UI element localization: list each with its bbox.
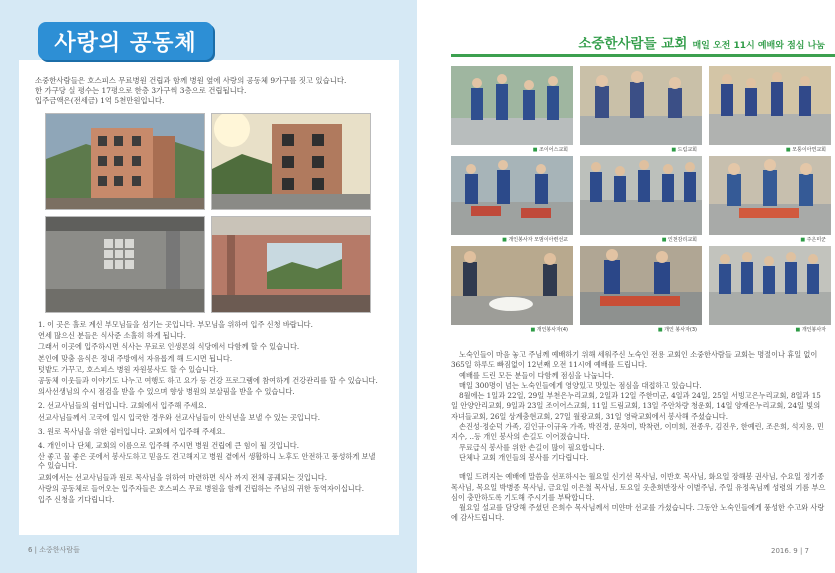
volunteer-photo <box>709 156 831 243</box>
item-text: 산 좋고 물 좋은 곳에서 봉사도하고 믿음도 견고해지고 병원 곁에서 생활하니 노후도 안전하고 풍성하게 보낼 수 있습니다. <box>38 452 376 471</box>
church-subtitle: 매일 오전 11시 예배와 점심 나눔 <box>692 41 825 51</box>
photo-caption: ■ 개인봉사자 모범이아련선교 <box>500 236 570 243</box>
photo-caption: ■ 드림교회 <box>669 146 699 153</box>
photo-caption: ■ 개인봉사자(4) <box>528 326 570 333</box>
page-footer-right: 2016. 9 | 7 <box>771 547 809 555</box>
volunteer-photo <box>580 156 702 243</box>
article-paragraph: 무료급식 봉사를 위한 손길이 많이 필요합니다. <box>459 442 605 452</box>
item-text: 1. 이 곳은 홀로 계신 부모님들을 섬기는 곳입니다. 부모님을 위하여 입주 신청 바랍니다. <box>38 320 313 329</box>
photo-caption: ■ 모퉁이아연교회 <box>784 146 828 153</box>
interior-concrete-photo <box>45 216 205 313</box>
intro-line: 입주금액은(전세금) 1억 5천만원입니다. <box>35 96 165 105</box>
article-paragraph: 매일 300명이 넘는 노숙인들에게 영양있고 맛있는 점심을 대접하고 있습니다. <box>459 380 702 390</box>
volunteer-photo <box>451 156 573 243</box>
church-title: 소중한사람들 교회 <box>578 36 688 52</box>
article-paragraph: 매일 드려지는 예배에 말씀을 선포하시는 월요일 신기선 목사님, 이반호 목사님, 화요일 장해봉 권사님, 수요일 정기종 목사님, 목요일 박병종 목사님, 금요일 이은철 목사님, 토요일 옷춘희반장사 이별주님, 주일 유정옥님께 성령의 기름 부으심이 충만하도록 기도해 주시기를 부탁합니다. <box>451 472 826 502</box>
article-paragraph: 월요일 설교를 담당해 주셨던 은희수 목사님께서 미얀마 선교를 가셨습니다. 그동안 노숙인들에게 풍성한 수고와 사랑에 감사드립니다. <box>451 503 825 523</box>
page-title: 사랑의 공동체 <box>54 30 197 56</box>
item-text: 3. 원로 목사님을 위한 쉼터입니다. 교회에서 입주해 주세요. <box>38 426 226 436</box>
right-page-title <box>463 32 825 52</box>
item-text: 텃밭도 가꾸고, 호스피스 병원 자원봉사도 할 수 있습니다. <box>38 364 219 374</box>
title-divider <box>451 54 835 57</box>
item-text: 선교사님들께서 고국에 일시 입국한 경우와 선교사님들이 안식년을 보낼 수 있는 곳입니다. <box>38 412 321 422</box>
intro-line: 소중한사람들은 호스피스 무료병원 건립과 함께 병원 옆에 사랑의 공동체 9가구를 짓고 있습니다. <box>35 76 347 85</box>
photo-caption: ■ 조이어스교회 <box>531 146 570 153</box>
item-text: 의사선생님의 수시 점검을 받을 수 있으며 향상 병원의 보살핌을 받을 수 있습니다. <box>38 387 295 397</box>
intro-line: 한 가구당 실 평수는 17평으로 한층 3가구씩 3층으로 건립됩니다. <box>35 86 247 95</box>
item-text: 연세 많으신 분들은 식사준 소홀히 하게 됩니다. <box>38 331 186 341</box>
volunteer-photo <box>709 66 831 153</box>
photo-caption: ■ 인천감리교회 <box>660 236 699 243</box>
community-description <box>38 320 383 506</box>
article-paragraph: 노숙인들이 마음 놓고 주님께 예배하기 위해 세워주신 노숙인 전용 교회인 소중한사람들 교회는 명절이나 휴일 없이 365일 하루도 빠짐없이 12년째 오전 11시에 예배를 드립니다. <box>451 350 818 370</box>
item-text: 4. 개인이나 단체, 교회의 이름으로 입주해 주시면 병원 건립에 큰 힘이 될 것입니다. <box>38 441 300 451</box>
building-side-photo <box>211 113 371 210</box>
article-paragraph: 손진성·정순덕 가족, 김인규·이규옥 가족, 박진경, 문차미, 박착련, 이미희, 전종우, 김진우, 한예린, 조은희, 석지용, 민지수, ..등 개인 봉사의 손길도 이어졌습니다. <box>451 422 824 442</box>
church-article-text <box>451 350 826 524</box>
article-paragraph: 예배를 드린 모든 분들이 다함께 점심을 나눕니다. <box>459 370 614 380</box>
item-text: 2. 선교사님들의 쉼터입니다. 교회에서 입주해 주세요. <box>38 401 207 411</box>
volunteer-photo <box>451 66 573 153</box>
item-text: 본인에 맞춤 음식은 정내 주방에서 자유롭게 해 드시면 됩니다. <box>38 353 233 363</box>
photo-caption: ■ 주은미군 <box>798 236 828 243</box>
article-paragraph: 단체나 교회 개인들의 봉사를 기다립니다. <box>459 452 589 462</box>
page-title-badge <box>38 22 213 60</box>
volunteer-photo <box>451 246 573 333</box>
item-text: 공동체 이웃들과 이야기도 나누고 여행도 하고 요가 등 건강 프로그램에 참여하게 건강관리를 할 수 있습니다. <box>38 376 378 386</box>
item-text: 그래서 이곳에 입주하시면 식사는 무료로 인생론의 식당에서 다함께 할 수 있습니다. <box>38 342 300 352</box>
item-text: 입주 신청을 기다립니다. <box>38 495 115 505</box>
construction-photos <box>45 113 371 313</box>
photo-caption: ■ 개인 봉사자(3) <box>656 326 699 333</box>
item-text: 사랑의 공동체로 들어오는 입주자들은 호스피스 무료 병원을 함께 건립하는 주님의 귀한 동역자이십니다. <box>38 483 364 493</box>
photo-caption: ■ 개인봉사자 <box>794 326 828 333</box>
intro-text <box>35 76 380 106</box>
volunteer-photo <box>580 66 702 153</box>
left-page <box>0 0 417 573</box>
item-text: 교회에서는 선교사님들과 원로 목사님을 위하여 마련하면 식사 까지 전체 공궤되는 것입니다. <box>38 472 327 482</box>
right-page <box>417 0 835 573</box>
volunteer-photo <box>580 246 702 333</box>
article-paragraph: 8월에는 1일과 22일, 29일 부천은누리교회, 2일과 12일 주한미군, 4일과 24일, 25일 서빙고은누리교회, 8일과 15일 안양안리교회, 9일과 23일 조이어스교회, 11일 드림교회, 13일 주안차량 청운회, 14일 양재은누리교회, 24일 빛의자녀들교회, 26일 상계충현교회, 27일 월광교회, 31일 영락교회에서 봉사해 주셨습니다. <box>451 391 821 421</box>
page-footer-left: 6 | 소중한사람들 <box>28 546 80 554</box>
interior-window-photo <box>211 216 371 313</box>
volunteer-photo-grid <box>451 66 831 333</box>
volunteer-photo <box>709 246 831 333</box>
building-exterior-photo <box>45 113 205 210</box>
